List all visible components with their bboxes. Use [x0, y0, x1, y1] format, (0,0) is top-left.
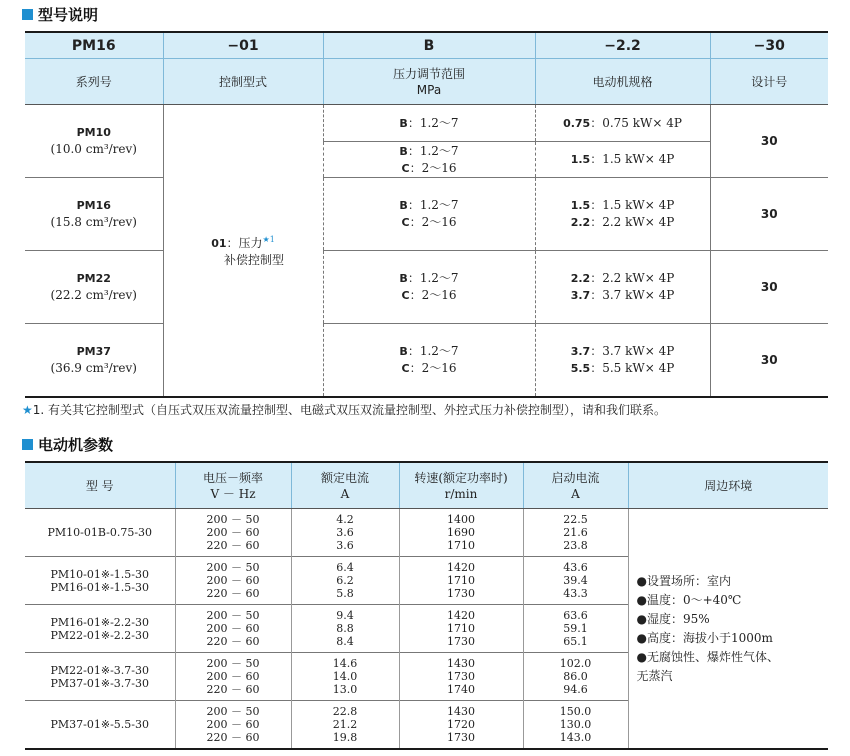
- control-type-cell: 01：压力$^{★1}$ 补偿控制型: [163, 105, 323, 397]
- motor-cell: 1.5：1.5 kW× 4P 2.2：2.2 kW× 4P: [535, 178, 710, 251]
- code-part: B: [323, 32, 535, 59]
- speed-cell: 1400 1690 1710: [399, 509, 523, 557]
- model-code-table: [25, 31, 828, 398]
- pressure-cell: B：1.2～7 C：2～16: [323, 142, 535, 178]
- code-part: PM16: [25, 32, 163, 59]
- code-part: −30: [710, 32, 828, 59]
- header-model: 型 号: [25, 462, 175, 509]
- code-part: −2.2: [535, 32, 710, 59]
- environment-cell: ●设置场所：室内 ●温度：0～+40℃ ●湿度：95% ●高度：海拔小于1000m ●无腐蚀性、爆炸性气体、 无蒸汽: [628, 509, 828, 750]
- start-current-cell: 43.6 39.4 43.3: [523, 557, 628, 605]
- motor-cell: 2.2：2.2 kW× 4P 3.7：3.7 kW× 4P: [535, 251, 710, 324]
- model-cell: PM10-01※-1.5-30 PM16-01※-1.5-30: [25, 557, 175, 605]
- voltage-cell: 200 － 50 200 － 60 220 － 60: [175, 509, 291, 557]
- motor-params-table: [25, 461, 828, 750]
- speed-cell: 1430 1730 1740: [399, 653, 523, 701]
- series-cell: PM16 (15.8 cm³/rev): [25, 178, 163, 251]
- table-row: [25, 509, 828, 557]
- header-control: 控制型式: [163, 59, 323, 105]
- header-pressure: 压力调节范围 MPa: [323, 59, 535, 105]
- section-title-model: 型号说明: [22, 4, 98, 25]
- speed-cell: 1420 1710 1730: [399, 557, 523, 605]
- model-cell: PM10-01B-0.75-30: [47, 526, 153, 539]
- pressure-cell: B：1.2～7 C：2～16: [323, 251, 535, 324]
- voltage-cell: 200 － 50 200 － 60 220 － 60: [175, 605, 291, 653]
- series-cell: PM37 (36.9 cm³/rev): [25, 324, 163, 397]
- design-cell: 30: [710, 251, 828, 324]
- header-current: 额定电流 A: [291, 462, 399, 509]
- footnote: ★1. 有关其它控制型式（自压式双压双流量控制型、电磁式双压双流量控制型、外控式压力补偿控制型），请和我们联系。: [22, 403, 667, 417]
- start-current-cell: 63.6 59.1 65.1: [523, 605, 628, 653]
- current-cell: 14.6 14.0 13.0: [291, 653, 399, 701]
- code-part: −01: [163, 32, 323, 59]
- current-cell: 4.2 3.6 3.6: [291, 509, 399, 557]
- start-current-cell: 150.0 130.0 143.0: [523, 701, 628, 750]
- current-cell: 9.4 8.8 8.4: [291, 605, 399, 653]
- series-cell: PM10 (10.0 cm³/rev): [50, 126, 137, 156]
- square-bullet-icon: [22, 9, 33, 20]
- voltage-cell: 200 － 50 200 － 60 220 － 60: [175, 653, 291, 701]
- speed-cell: 1430 1720 1730: [399, 701, 523, 750]
- motor-cell: 1.5：1.5 kW× 4P: [535, 142, 710, 178]
- motor-cell: 0.75：0.75 kW× 4P: [535, 105, 710, 142]
- design-cell: 30: [710, 178, 828, 251]
- header-speed: 转速(额定功率时) r/min: [399, 462, 523, 509]
- pressure-cell: B：1.2～7: [323, 105, 535, 142]
- header-motor: 电动机规格: [535, 59, 710, 105]
- design-cell: 30: [710, 324, 828, 397]
- voltage-cell: 200 － 50 200 － 60 220 － 60: [175, 557, 291, 605]
- start-current-cell: 102.0 86.0 94.6: [523, 653, 628, 701]
- header-environment: 周边环境: [628, 462, 828, 509]
- model-cell: PM22-01※-3.7-30 PM37-01※-3.7-30: [25, 653, 175, 701]
- voltage-cell: 200 － 50 200 － 60 220 － 60: [175, 701, 291, 750]
- current-cell: 22.8 21.2 19.8: [291, 701, 399, 750]
- star-icon: ★: [22, 403, 33, 417]
- pressure-cell: B：1.2～7 C：2～16: [323, 178, 535, 251]
- motor-cell: 3.7：3.7 kW× 4P 5.5：5.5 kW× 4P: [535, 324, 710, 397]
- header-design: 设计号: [710, 59, 828, 105]
- current-cell: 6.4 6.2 5.8: [291, 557, 399, 605]
- header-voltage: 电压－频率 V － Hz: [175, 462, 291, 509]
- header-series: 系列号: [25, 59, 163, 105]
- model-cell: PM16-01※-2.2-30 PM22-01※-2.2-30: [25, 605, 175, 653]
- series-cell: PM22 (22.2 cm³/rev): [25, 251, 163, 324]
- design-cell: 30: [710, 105, 828, 178]
- pressure-cell: B：1.2～7 C：2～16: [323, 324, 535, 397]
- header-start-current: 启动电流 A: [523, 462, 628, 509]
- start-current-cell: 22.5 21.6 23.8: [523, 509, 628, 557]
- speed-cell: 1420 1710 1730: [399, 605, 523, 653]
- square-bullet-icon: [22, 439, 33, 450]
- section-title-motor: 电动机参数: [22, 434, 113, 455]
- model-cell: PM37-01※-5.5-30: [25, 701, 175, 750]
